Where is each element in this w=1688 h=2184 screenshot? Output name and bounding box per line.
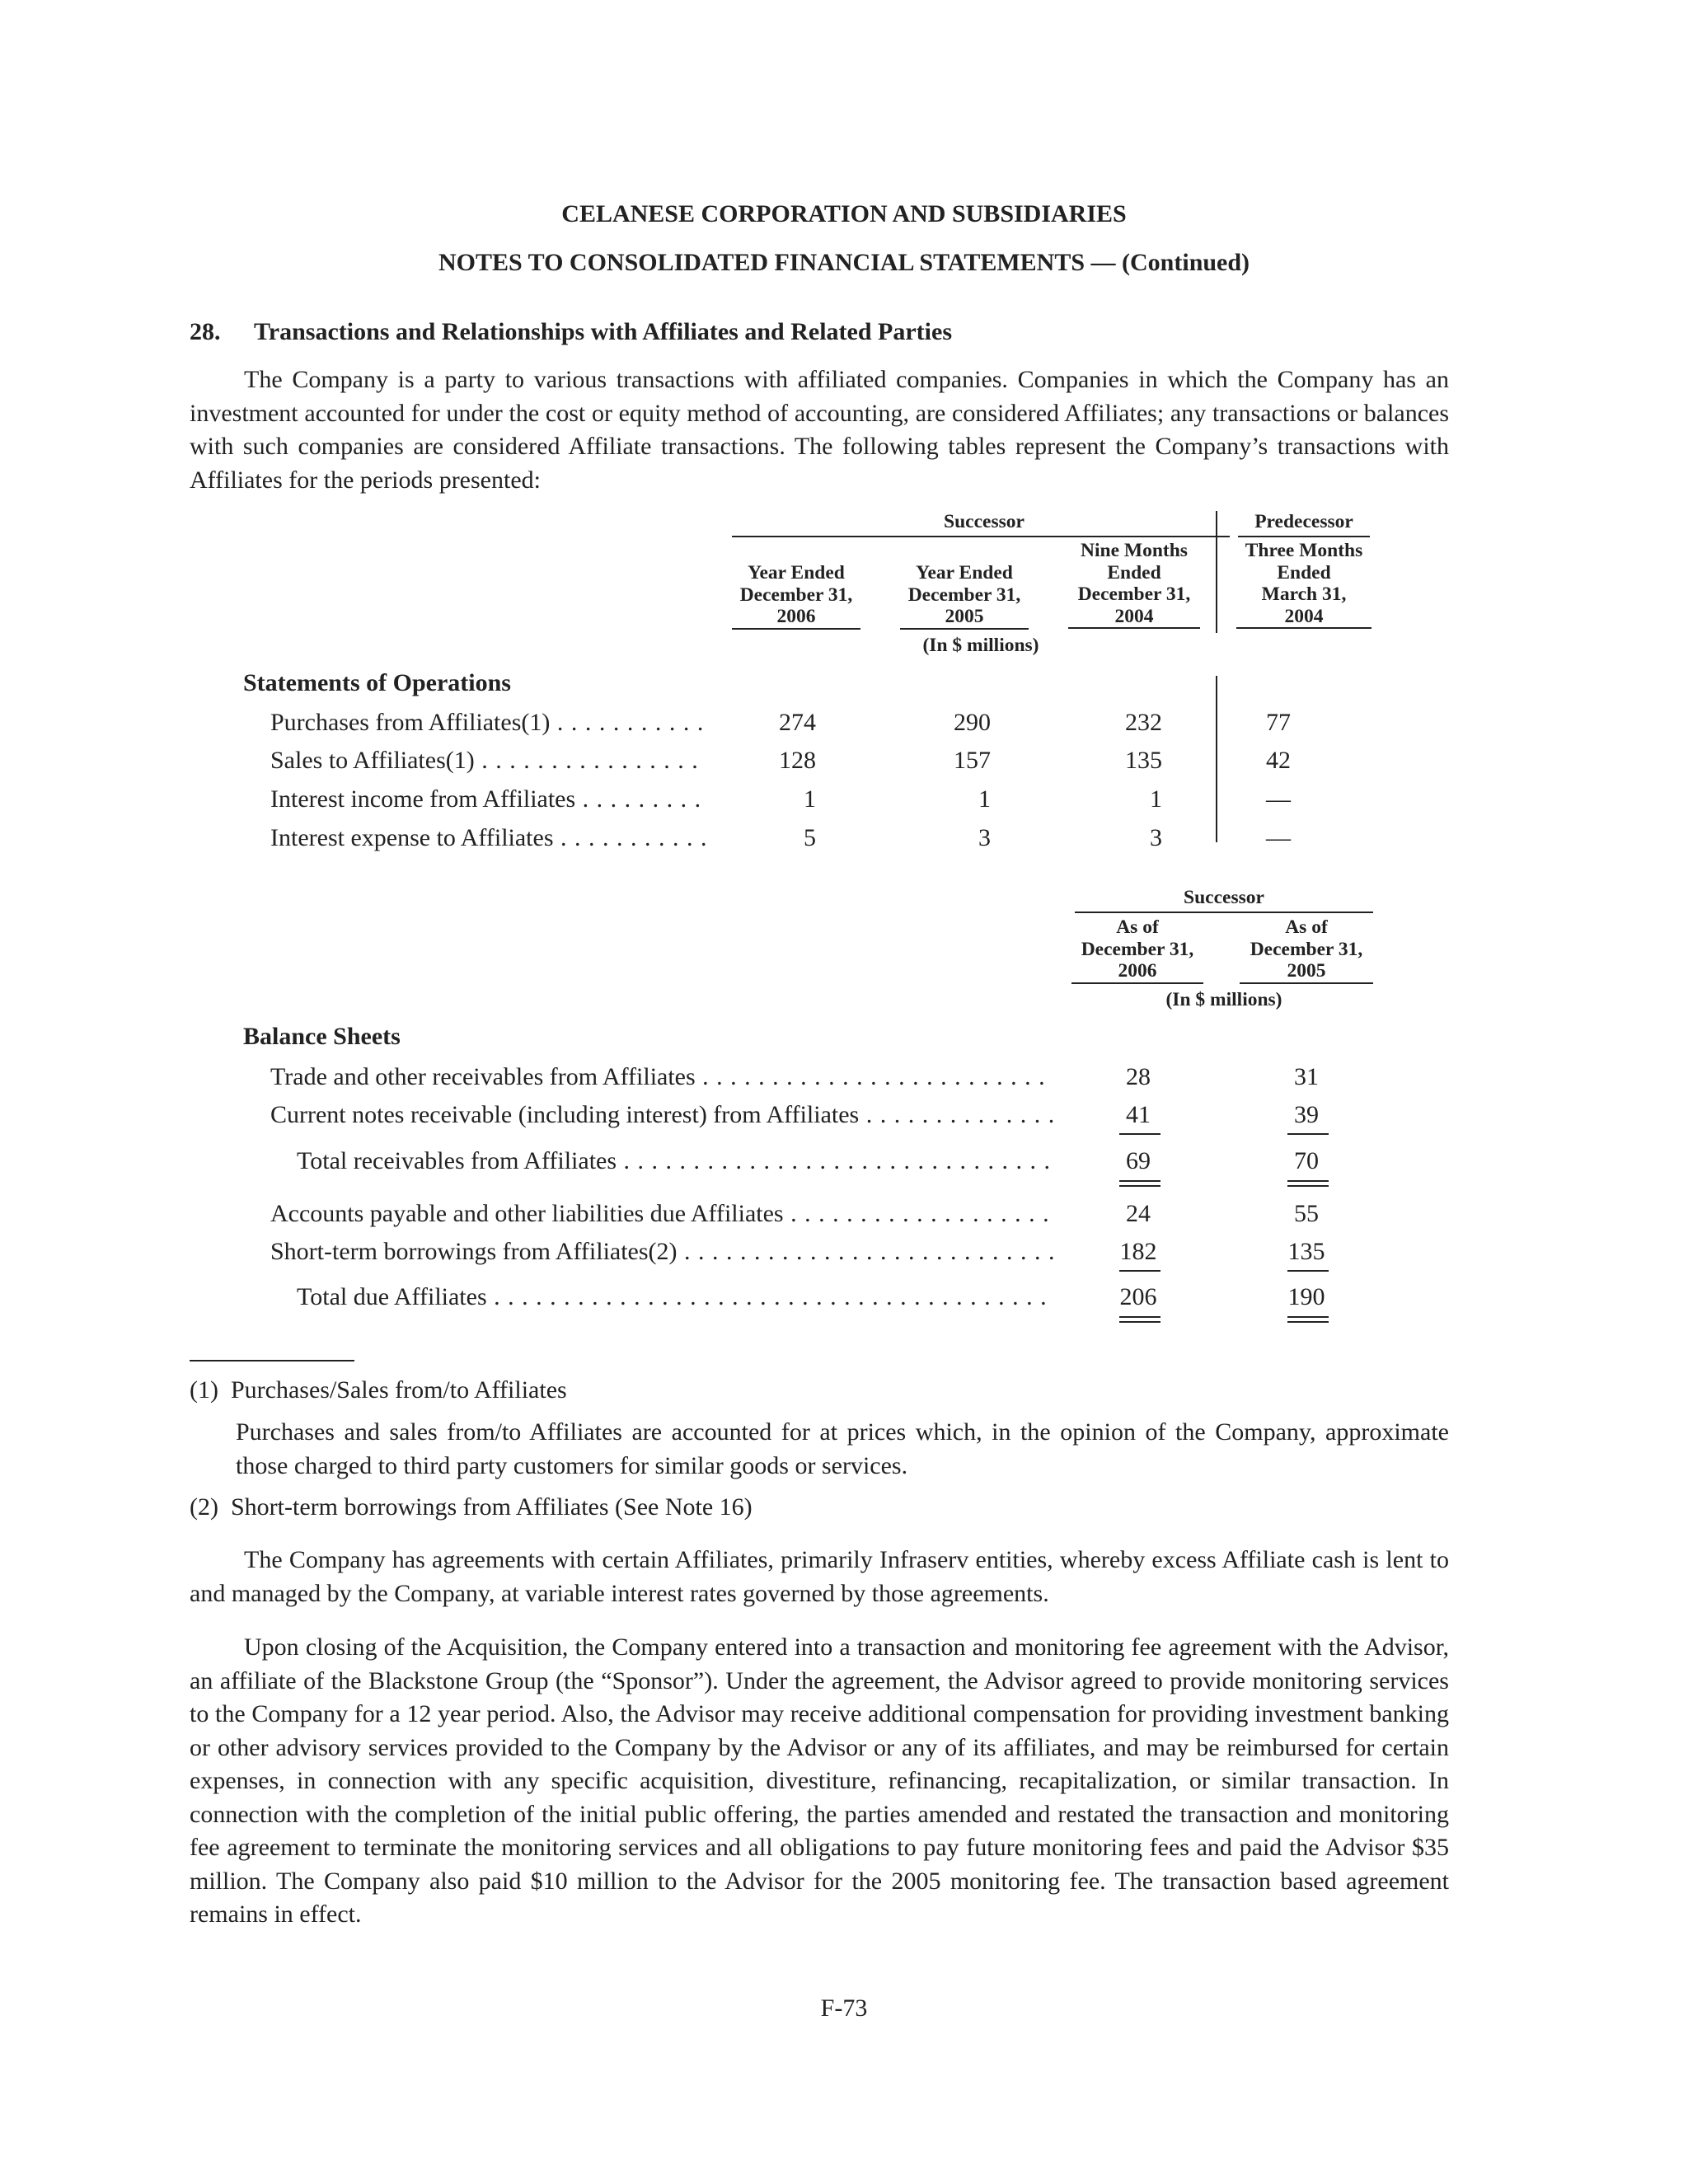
cell-value: 42: [1266, 747, 1291, 774]
paragraph-text: Upon closing of the Acquisition, the Company entered into a transaction and monitoring fee agreement with the Advisor, an affiliate of the Blackstone Group (the “Sponsor”). Under the agreement, the Advisor agreed to provide monitoring services to the Company for a 12 year period. Also, the Advisor may receive additional compensation for providing investment banking or other advisory services provided to the Company by the Advisor or any of its affiliates, and may be reimbursed for certain expenses, in connection with any specific acquisition, divestiture, refinancing, recapitalization, or similar transaction. In connection with the completion of the initial public offering, the parties amended and restated the transaction and monitoring fee agreement to terminate the monitoring services and all obligations to pay future monitoring fees and paid the Advisor $35 million. The Company also paid $10 million to the Advisor for the 2005 monitoring fee. The transaction based agreement remains in effect.: [190, 1633, 1449, 1928]
footnote-marker: (2): [190, 1493, 218, 1521]
footnote-separator: [190, 1360, 354, 1361]
cell-value: 1: [978, 785, 991, 813]
cell-value: 3: [1150, 824, 1162, 851]
section-title: Transactions and Relationships with Affiliates and Related Parties: [254, 318, 952, 345]
paragraph-affiliate-cash: [190, 1544, 1449, 1610]
row-label: Total due Affiliates . . .: [297, 1283, 1053, 1311]
cell-value: 206: [1119, 1283, 1157, 1310]
cell-value: 5: [804, 824, 816, 851]
ops-group-predecessor: Predecessor: [1254, 511, 1353, 532]
ops-col-2005: Year Ended December 31, 2005: [900, 562, 1029, 630]
section-heading: [190, 318, 952, 346]
total-double-rule: [1119, 1321, 1160, 1323]
row-label: Sales to Affiliates(1) . . .: [270, 747, 707, 775]
total-double-rule: [1287, 1185, 1329, 1187]
row-label: Purchases from Affiliates(1) . . .: [270, 709, 707, 737]
ops-units: (In $ millions): [922, 635, 1039, 656]
intro-paragraph-text: The Company is a party to various transactions with affiliated companies. Companies in which the Company has an investment accounted for under the cost or equity method of accounting, are considered Affiliates; any transactions or balances with such companies are considered Affiliate transactions. The following tables represent the Company’s transactions with Affiliates for the periods presented:: [190, 366, 1449, 494]
cell-value: 69: [1126, 1147, 1151, 1174]
paragraph-text: The Company has agreements with certain Affiliates, primarily Infraserv entities, whereby excess Affiliate cash is lent to and managed by the Company, at variable interest rates governed by those agreements.: [190, 1546, 1449, 1607]
ops-col-nine-months-2004: Nine Months Ended December 31, 2004: [1068, 540, 1200, 629]
total-double-rule: [1119, 1180, 1160, 1182]
row-label: Interest income from Affiliates . . .: [270, 785, 707, 813]
footnote-2-title: [190, 1493, 753, 1521]
bal-units: (In $ millions): [1165, 989, 1282, 1010]
subtotal-rule: [1119, 1270, 1160, 1272]
cell-value: 24: [1126, 1200, 1151, 1227]
row-label: Total receivables from Affiliates . . .: [297, 1147, 1053, 1175]
subtotal-rule: [1287, 1270, 1329, 1272]
cell-value: 28: [1126, 1063, 1151, 1090]
cell-value: 39: [1294, 1101, 1319, 1128]
row-label: Trade and other receivables from Affiliates . . .: [270, 1063, 1053, 1091]
ops-successor-rule: [732, 536, 1230, 537]
row-label: Current notes receivable (including interest) from Affiliates . . .: [270, 1101, 1053, 1129]
cell-value: 41: [1126, 1101, 1151, 1128]
footnote-marker: (1): [190, 1376, 218, 1404]
total-double-rule: [1287, 1316, 1329, 1318]
cell-value: 70: [1294, 1147, 1319, 1174]
subtotal-rule: [1119, 1133, 1160, 1135]
cell-value: 1: [804, 785, 816, 813]
intro-paragraph: [190, 363, 1449, 497]
ops-divider-body: [1216, 676, 1217, 842]
row-label: Accounts payable and other liabilities due Affiliates . . .: [270, 1200, 1053, 1228]
cell-value: 55: [1294, 1200, 1319, 1227]
cell-value: 77: [1266, 709, 1291, 736]
total-double-rule: [1287, 1180, 1329, 1182]
bal-col-2006: As of December 31, 2006: [1071, 916, 1203, 984]
total-double-rule: [1119, 1185, 1160, 1187]
subtotal-rule: [1287, 1133, 1329, 1135]
cell-value: 31: [1294, 1063, 1319, 1090]
footnote-title: Purchases/Sales from/to Affiliates: [230, 1376, 567, 1404]
cell-value: 135: [1287, 1238, 1325, 1265]
bal-successor-rule: [1075, 912, 1373, 913]
bal-table-title: Balance Sheets: [243, 1023, 401, 1050]
document-company-title: CELANESE CORPORATION AND SUBSIDIARIES: [561, 200, 1127, 227]
cell-value: 190: [1287, 1283, 1325, 1310]
cell-value: 182: [1119, 1238, 1157, 1265]
ops-table-title: Statements of Operations: [243, 669, 511, 696]
total-double-rule: [1287, 1321, 1329, 1323]
ops-divider-header: [1216, 511, 1217, 633]
cell-value: 128: [779, 747, 816, 774]
document-subtitle: NOTES TO CONSOLIDATED FINANCIAL STATEMENTS — (Continued): [438, 249, 1250, 276]
footnote-1-body: Purchases and sales from/to Affiliates are accounted for at prices which, in the opinion of the Company, approximate those charged to third party customers for similar goods or services.: [236, 1418, 1449, 1479]
cell-value: 157: [954, 747, 991, 774]
total-double-rule: [1119, 1316, 1160, 1318]
cell-value: 274: [779, 709, 816, 736]
cell-value: 3: [978, 824, 991, 851]
cell-value: 232: [1125, 709, 1162, 736]
page-number: F-73: [820, 1994, 868, 2022]
cell-value: 135: [1125, 747, 1162, 774]
footnote-title: Short-term borrowings from Affiliates (See Note 16): [230, 1493, 753, 1521]
row-label: Interest expense to Affiliates . . .: [270, 824, 707, 852]
ops-col-three-months-2004: Three Months Ended March 31, 2004: [1236, 540, 1372, 629]
section-number: 28.: [190, 318, 221, 345]
ops-col-2006: Year Ended December 31, 2006: [732, 562, 860, 630]
bal-col-2005: As of December 31, 2005: [1240, 916, 1373, 984]
ops-group-successor: Successor: [944, 511, 1025, 532]
cell-value: 290: [954, 709, 991, 736]
cell-value: 1: [1150, 785, 1162, 813]
ops-predecessor-rule: [1238, 536, 1370, 537]
cell-value: —: [1266, 785, 1291, 813]
bal-group-successor: Successor: [1184, 887, 1264, 908]
cell-value: —: [1266, 824, 1291, 851]
paragraph-advisor-agreement: [190, 1631, 1449, 1932]
footnote-1-title: [190, 1376, 567, 1404]
row-label: Short-term borrowings from Affiliates(2) . . .: [270, 1238, 1053, 1266]
